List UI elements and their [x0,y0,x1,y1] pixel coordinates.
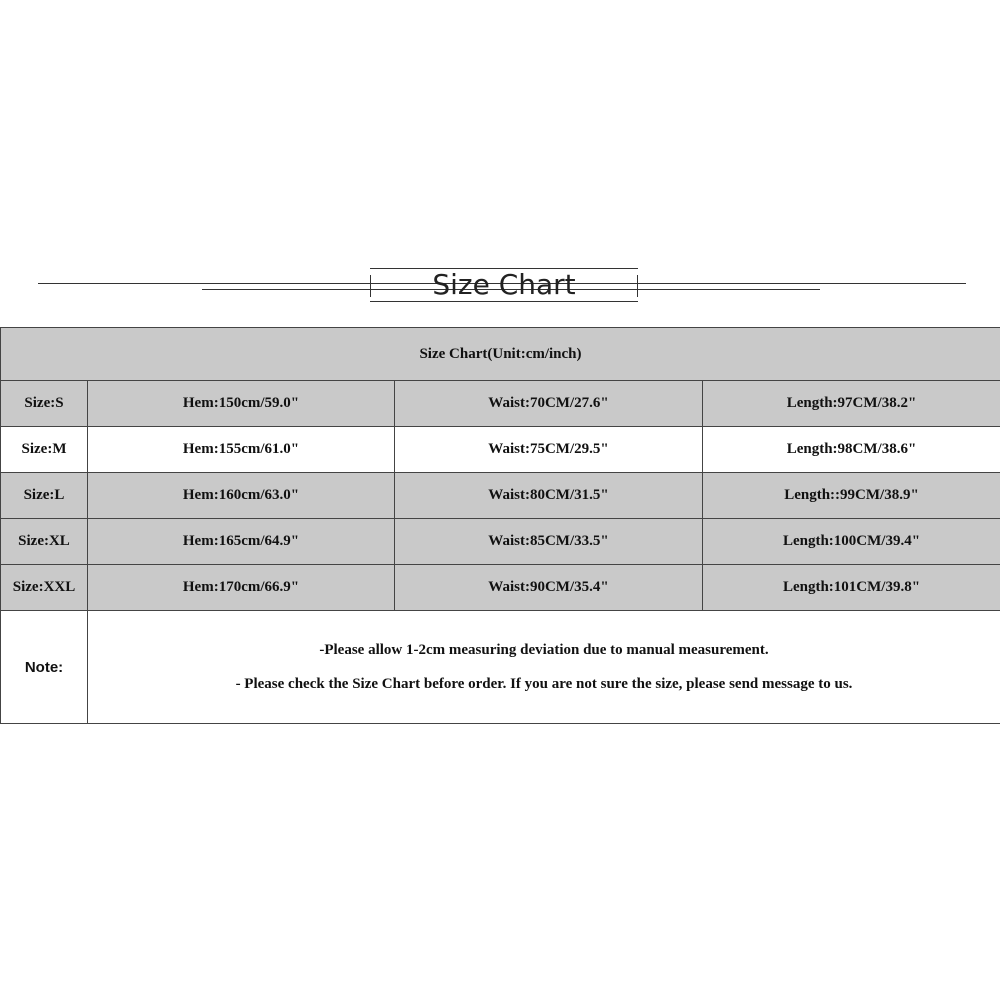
size-chart-table [0,327,1000,724]
waist-cell: Waist:80CM/31.5" [395,473,703,519]
note-line: -Please allow 1-2cm measuring deviation due to manual measurement. [319,641,769,658]
length-cell: Length:97CM/38.2" [703,381,1000,427]
hem-cell: Hem:150cm/59.0" [88,381,395,427]
note-label: Note: [1,611,88,724]
hem-cell: Hem:170cm/66.9" [88,565,395,611]
length-cell: Length:98CM/38.6" [703,427,1000,473]
table-row [1,473,1000,519]
size-cell: Size:XL [1,519,88,565]
note-line: - Please check the Size Chart before order. If you are not sure the size, please send message to us. [235,675,853,692]
length-cell: Length::99CM/38.9" [703,473,1000,519]
note-row [1,611,1000,724]
note-content [88,611,1000,724]
waist-cell: Waist:70CM/27.6" [395,381,703,427]
waist-cell: Waist:85CM/33.5" [395,519,703,565]
hem-cell: Hem:155cm/61.0" [88,427,395,473]
size-cell: Size:XXL [1,565,88,611]
table-row [1,565,1000,611]
length-cell: Length:100CM/39.4" [703,519,1000,565]
table-row [1,519,1000,565]
hem-cell: Hem:165cm/64.9" [88,519,395,565]
page-title: Size Chart [432,268,576,301]
length-cell: Length:101CM/39.8" [703,565,1000,611]
size-cell: Size:S [1,381,88,427]
table-header: Size Chart(Unit:cm/inch) [1,328,1000,381]
table-row [1,427,1000,473]
table-row [1,381,1000,427]
size-cell: Size:M [1,427,88,473]
waist-cell: Waist:90CM/35.4" [395,565,703,611]
size-cell: Size:L [1,473,88,519]
waist-cell: Waist:75CM/29.5" [395,427,703,473]
hem-cell: Hem:160cm/63.0" [88,473,395,519]
table-header-row [1,328,1000,381]
title-box [370,268,638,302]
